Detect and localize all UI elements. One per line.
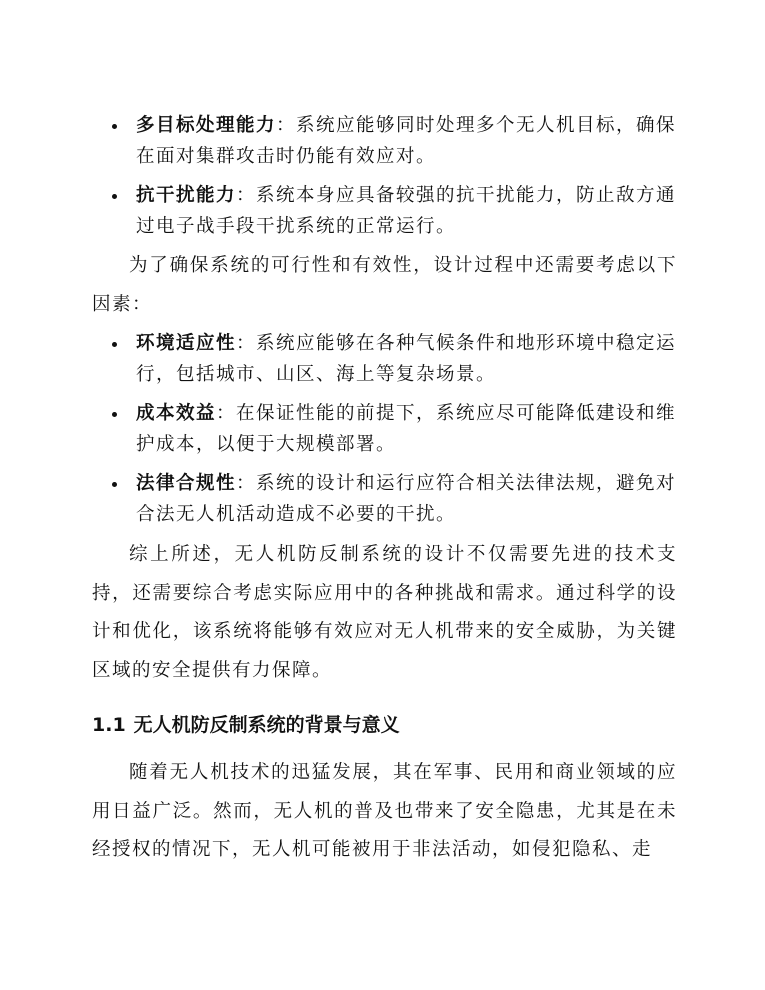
- bullet-term: 抗干扰能力: [136, 185, 237, 206]
- bullet-separator: ：: [236, 473, 257, 494]
- bullet-icon: [112, 124, 117, 129]
- section-heading: [92, 712, 677, 738]
- paragraph-summary: 综上所述，无人机防反制系统的设计不仅需要先进的技术支持，还需要综合考虑实际应用中的各种挑战和需求。通过科学的设计和优化，该系统将能够有效应对无人机带来的安全威胁，为关键区域的安全提供有力保障。: [92, 544, 677, 681]
- bullet-icon: [112, 342, 117, 347]
- bullet-term: 成本效益: [136, 403, 217, 424]
- list-item: [92, 110, 677, 172]
- list-item: [92, 180, 677, 242]
- bullet-term: 多目标处理能力: [136, 115, 277, 136]
- bullet-text: 在保证性能的前提下，系统应尽可能降低建设和维护成本，以便于大规模部署。: [136, 403, 677, 455]
- bullet-separator: ：: [236, 185, 257, 206]
- section-title: 无人机防反制系统的背景与意义: [133, 714, 400, 736]
- requirements-list: [92, 110, 677, 250]
- bullet-text: 系统本身应具备较强的抗干扰能力，防止敌方通过电子战手段干扰系统的正常运行。: [136, 185, 677, 237]
- list-item: [92, 328, 677, 390]
- bullet-term: 法律合规性: [136, 473, 237, 494]
- list-item: [92, 398, 677, 460]
- list-item: [92, 468, 677, 530]
- bullet-term: 环境适应性: [136, 333, 237, 354]
- factors-list: [92, 328, 677, 538]
- bullet-separator: ：: [236, 333, 257, 354]
- bullet-separator: ：: [216, 403, 237, 424]
- bullet-icon: [112, 194, 117, 199]
- bullet-icon: [112, 482, 117, 487]
- bullet-text: 系统应能够在各种气候条件和地形环境中稳定运行，包括城市、山区、海上等复杂场景。: [136, 333, 677, 385]
- paragraph-background: 随着无人机技术的迅猛发展，其在军事、民用和商业领域的应用日益广泛。然而，无人机的普及也带来了安全隐患，尤其是在未经授权的情况下，无人机可能被用于非法活动，如侵犯隐私、走: [92, 762, 677, 860]
- section-number: 1.1: [92, 714, 126, 736]
- paragraph-factors-intro: 为了确保系统的可行性和有效性，设计过程中还需要考虑以下因素：: [92, 255, 677, 315]
- bullet-separator: ：: [276, 115, 297, 136]
- bullet-text: 系统应能够同时处理多个无人机目标，确保在面对集群攻击时仍能有效应对。: [136, 115, 677, 167]
- bullet-text: 系统的设计和运行应符合相关法律法规，避免对合法无人机活动造成不必要的干扰。: [136, 473, 677, 525]
- bullet-icon: [112, 412, 117, 417]
